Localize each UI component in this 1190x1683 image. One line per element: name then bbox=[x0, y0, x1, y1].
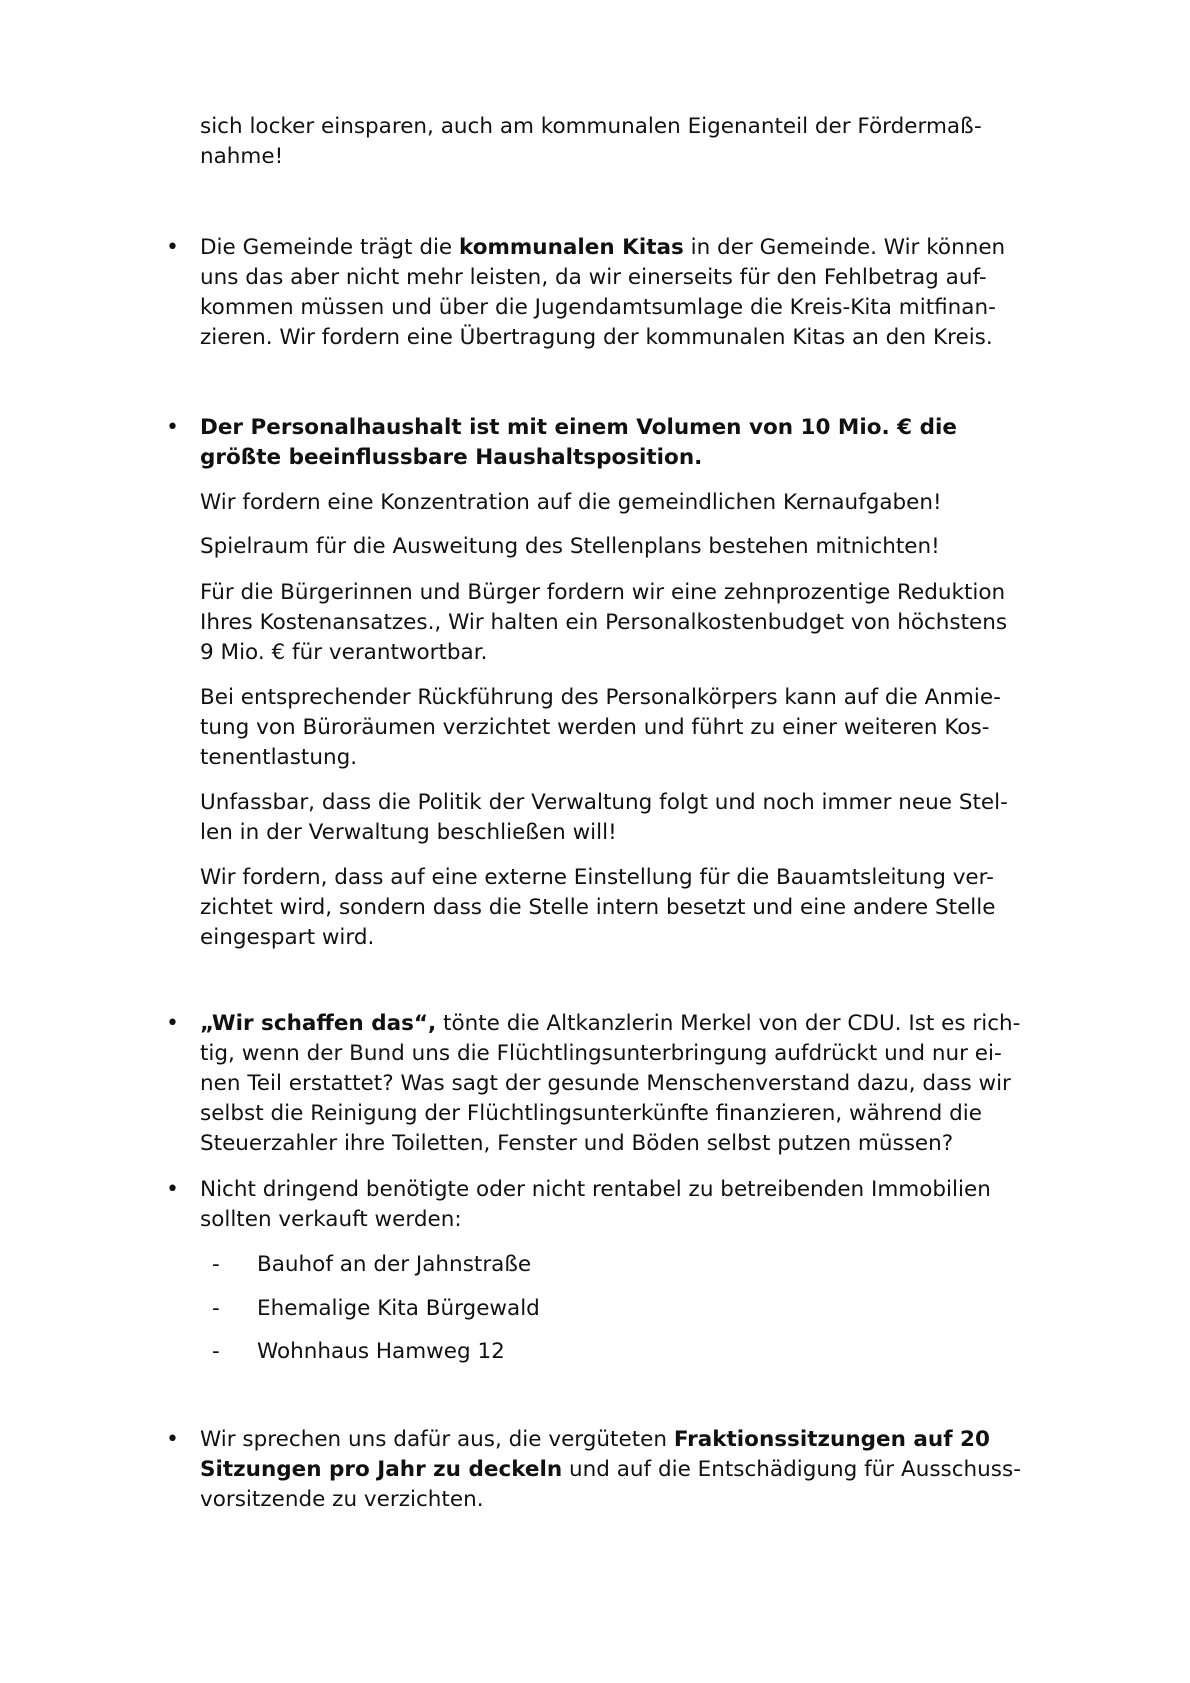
continuation-paragraph bbox=[200, 112, 1080, 172]
bold-text: Sitzungen pro Jahr zu deckeln bbox=[200, 1457, 563, 1482]
personal-paragraph bbox=[200, 683, 1080, 773]
dash-marker: - bbox=[212, 1339, 220, 1364]
personal-paragraph bbox=[200, 788, 1080, 848]
text-line: tenentlastung. bbox=[200, 745, 358, 770]
bold-text: Fraktionssitzungen auf 20 bbox=[673, 1427, 990, 1452]
text-line bbox=[200, 1009, 1080, 1039]
text-line: Bei entsprechender Rückführung des Personalkörpers kann auf die Anmie- bbox=[200, 685, 1001, 710]
text-line: Steuerzahler ihre Toiletten, Fenster und Böden selbst putzen müssen? bbox=[200, 1131, 954, 1156]
text-line: eingespart wird. bbox=[200, 925, 375, 950]
personal-paragraph bbox=[200, 863, 1080, 953]
bullet-icon: • bbox=[166, 235, 179, 260]
personal-paragraph bbox=[200, 532, 1080, 562]
text-line: tig, wenn der Bund uns die Flüchtlingsunterbringung aufdrückt und nur ei- bbox=[200, 1041, 1002, 1066]
text-line: Unfassbar, dass die Politik der Verwaltung folgt und noch immer neue Stel- bbox=[200, 790, 1008, 815]
dash-marker: - bbox=[212, 1296, 220, 1321]
bullet-icon: • bbox=[166, 1011, 179, 1036]
bullet-icon: • bbox=[166, 1427, 179, 1452]
bold-text: größte beeinflussbare Haushaltsposition. bbox=[200, 445, 703, 470]
text-line: zieren. Wir fordern eine Übertragung der kommunalen Kitas an den Kreis. bbox=[200, 325, 993, 350]
text-line bbox=[200, 1455, 1080, 1485]
text-run: in der Gemeinde. Wir können bbox=[683, 235, 1006, 260]
text-line: Spielraum für die Ausweitung des Stellenplans bestehen mitnichten! bbox=[200, 534, 940, 559]
list-item: Wohnhaus Hamweg 12 bbox=[257, 1339, 505, 1364]
personal-heading bbox=[200, 413, 1080, 473]
text-line: uns das aber nicht mehr leisten, da wir einerseits für den Fehlbetrag auf- bbox=[200, 265, 987, 290]
text-line: len in der Verwaltung beschließen will! bbox=[200, 820, 617, 845]
text-run: tönte die Altkanzlerin Merkel von der CDU. Ist es rich- bbox=[436, 1011, 1021, 1036]
text-run: und auf die Entschädigung für Ausschuss- bbox=[562, 1457, 1021, 1482]
text-line: Für die Bürgerinnen und Bürger fordern wir eine zehnprozentige Reduktion bbox=[200, 580, 1006, 605]
text-line: Ihres Kostenansatzes., Wir halten ein Personalkostenbudget von höchstens bbox=[200, 610, 1008, 635]
text-line: selbst die Reinigung der Flüchtlingsunterkünfte finanzieren, während die bbox=[200, 1101, 982, 1126]
text-line: tung von Büroräumen verzichtet werden und führt zu einer weiteren Kos- bbox=[200, 715, 990, 740]
fraktion-paragraph bbox=[200, 1425, 1080, 1515]
text-line: sich locker einsparen, auch am kommunalen Eigenanteil der Fördermaß- bbox=[200, 114, 982, 139]
bold-text: „Wir schaffen das“, bbox=[200, 1011, 437, 1036]
bullet-icon: • bbox=[166, 1177, 179, 1202]
text-line: zichtet wird, sondern dass die Stelle intern besetzt und eine andere Stelle bbox=[200, 895, 996, 920]
bullet-icon: • bbox=[166, 415, 179, 440]
text-line bbox=[200, 1425, 1080, 1455]
text-run: Wir sprechen uns dafür aus, die vergüteten bbox=[200, 1427, 674, 1452]
dash-marker: - bbox=[212, 1252, 220, 1277]
text-run: Die Gemeinde trägt die bbox=[200, 235, 459, 260]
list-item: Ehemalige Kita Bürgewald bbox=[257, 1296, 540, 1321]
text-line: Wir fordern, dass auf eine externe Einstellung für die Bauamtsleitung ver- bbox=[200, 865, 994, 890]
fluechtlinge-paragraph bbox=[200, 1009, 1080, 1159]
personal-paragraph bbox=[200, 578, 1080, 668]
text-line bbox=[200, 233, 1080, 263]
text-line: vorsitzende zu verzichten. bbox=[200, 1487, 484, 1512]
list-item: Bauhof an der Jahnstraße bbox=[257, 1252, 532, 1277]
text-line: sollten verkauft werden: bbox=[200, 1207, 462, 1232]
text-line: Nicht dringend benötigte oder nicht rentabel zu betreibenden Immobilien bbox=[200, 1177, 991, 1202]
kitas-paragraph bbox=[200, 233, 1080, 353]
bold-text: Der Personalhaushalt ist mit einem Volumen von 10 Mio. € die bbox=[200, 415, 957, 440]
text-line: 9 Mio. € für verantwortbar. bbox=[200, 640, 488, 665]
text-line: nahme! bbox=[200, 144, 284, 169]
text-line: kommen müssen und über die Jugendamtsumlage die Kreis-Kita mitfinan- bbox=[200, 295, 996, 320]
bold-text: kommunalen Kitas bbox=[459, 235, 684, 260]
personal-paragraph bbox=[200, 488, 1080, 518]
text-line: Wir fordern eine Konzentration auf die gemeindlichen Kernaufgaben! bbox=[200, 490, 942, 515]
immobilien-paragraph bbox=[200, 1175, 1080, 1235]
text-line: nen Teil erstattet? Was sagt der gesunde Menschenverstand dazu, dass wir bbox=[200, 1071, 1011, 1096]
